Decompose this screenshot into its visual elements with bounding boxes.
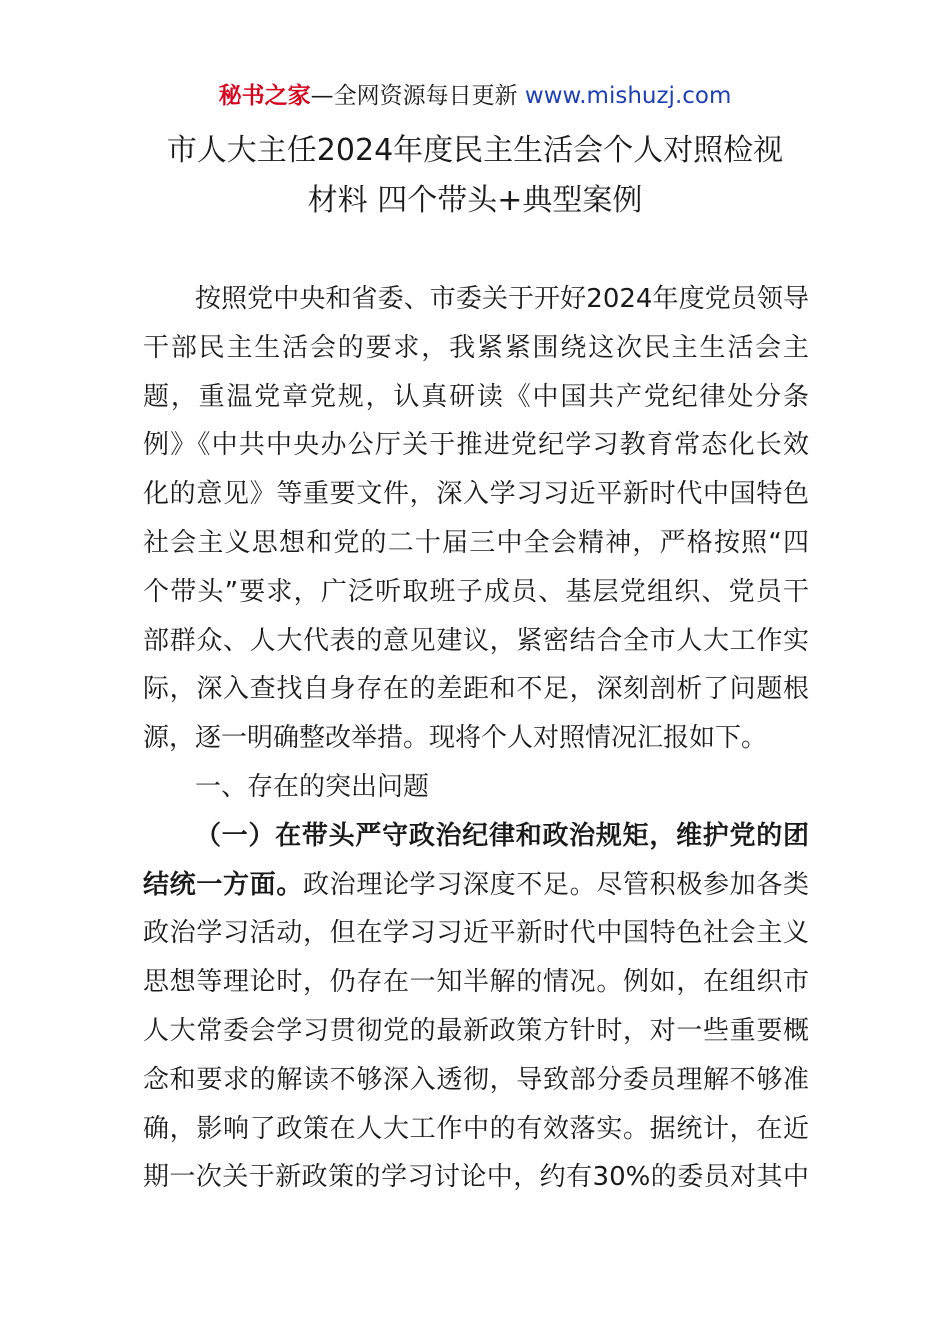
- paragraph-line: 思想等理论时，仍存在一知半解的情况。例如，在组织市: [143, 967, 809, 998]
- paragraph-line: 例》《中共中央办公厅关于推进党纪学习教育常态化长效: [143, 430, 809, 461]
- site-url-link[interactable]: www.mishuzj.com: [524, 83, 732, 109]
- paragraph-line: 人大常委会学习贯彻党的最新政策方针时，对一些重要概: [143, 1015, 809, 1046]
- paragraph-line: 期一次关于新政策的学习讨论中，约有30%的委员对其中: [143, 1162, 809, 1193]
- paragraph-line: 际，深入查找自身存在的差距和不足，深刻剖析了问题根: [143, 674, 809, 705]
- title-line: 材料 四个带头+典型案例: [307, 183, 643, 218]
- paragraph-line: 按照党中央和省委、市委关于开好2024年度党员领导: [195, 284, 809, 314]
- subsection-heading: （一）在带头严守政治纪律和政治规矩，维护党的团: [195, 820, 809, 851]
- paragraph-text: 政治理论学习深度不足。尽管积极参加各类: [303, 869, 809, 900]
- paragraph-line: 化的意见》等重要文件，深入学习习近平新时代中国特色: [143, 479, 809, 510]
- paragraph-line: 社会主义思想和党的二十届三中全会精神，严格按照“四: [143, 527, 809, 558]
- paragraph-line: 个带头”要求，广泛听取班子成员、基层党组织、党员干: [143, 576, 809, 607]
- section-heading: 一、存在的突出问题: [195, 771, 430, 802]
- paragraph-line: 部群众、人大代表的意见建议，紧密结合全市人大工作实: [143, 625, 809, 656]
- paragraph-line: 念和要求的解读不够深入透彻，导致部分委员理解不够准: [143, 1064, 809, 1095]
- paragraph-line: 源，逐一明确整改举措。现将个人对照情况汇报如下。: [143, 723, 768, 754]
- paragraph-line: 政治学习活动，但在学习习近平新时代中国特色社会主义: [143, 918, 809, 949]
- document-body: [143, 275, 809, 1202]
- site-banner: [0, 80, 950, 112]
- document-title: [100, 126, 850, 226]
- brand-tagline: —全网资源每日更新: [310, 83, 518, 109]
- paragraph-line: [143, 861, 809, 910]
- brand-name: 秘书之家: [218, 83, 311, 109]
- paragraph-line: 确，影响了政策在人大工作中的有效落实。据统计，在近: [143, 1113, 809, 1144]
- subsection-heading-tail: 结统一方面。: [143, 869, 303, 900]
- paragraph-line: 干部民主生活会的要求，我紧紧围绕这次民主生活会主: [143, 332, 809, 363]
- paragraph-line: 题，重温党章党规，认真研读《中国共产党纪律处分条: [143, 381, 809, 412]
- title-line: 市人大主任2024年度民主生活会个人对照检视: [166, 133, 784, 168]
